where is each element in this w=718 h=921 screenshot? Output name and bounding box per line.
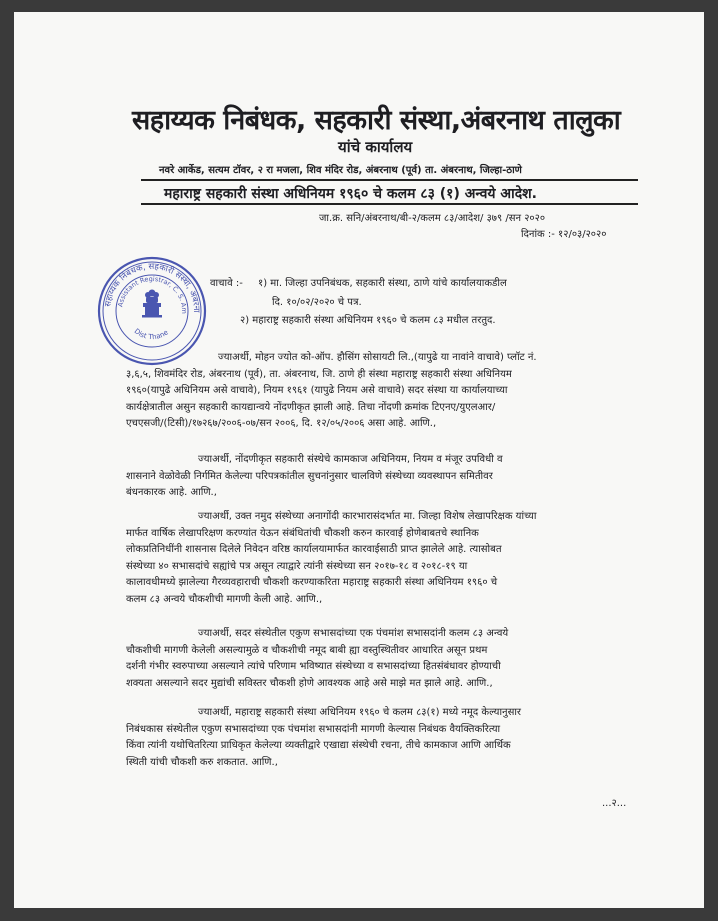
stamp-outer-text: सहाय्यक निबंधक, सहकारी संस्था, अंबरना <box>103 261 202 313</box>
paragraph-line: कालावधीमध्ये झालेल्या गैरव्यवहाराची चौकशी करण्याकरिता महाराष्ट्र सहकारी संस्था अधिनियम १९६० चे <box>126 577 498 588</box>
order-date: दिनांक :- १२/०३/२०२० <box>521 229 607 240</box>
paragraph-legal-basis <box>126 705 654 771</box>
paragraph-line: लोकप्रतिनिधींनी शासनास दिलेले निवेदन वरिष्ठ कार्यालयामार्फत कारवाईसाठी प्राप्त झालेले आहे. त्यासोबत <box>126 544 502 555</box>
reading-item: १) मा. जिल्हा उपनिबंधक, सहकारी संस्था, ठाणे यांचे कार्यालयाकडील <box>258 278 507 289</box>
reading-label: वाचावे :- <box>210 278 243 289</box>
paragraph-obligation <box>126 452 654 502</box>
divider-bottom <box>141 203 638 205</box>
paragraph-line: ३,६,५, शिवमंदिर रोड, अंबरनाथ (पूर्व), ता. अंबरनाथ, जि. ठाणे ही संस्था महाराष्ट्र सहकारी संस्था अधिनियम <box>126 368 512 380</box>
stamp-inner-text: Assistant Registrar, C. S. Am <box>116 274 189 314</box>
divider-top <box>141 179 638 181</box>
paragraph-line: १९६०(यापुढे अधिनियम असे वाचावे), नियम १९६१ (यापुढे नियम असे वाचावे) सदर संस्था या कार्यालयाच्या <box>126 385 508 396</box>
office-address: नवरे आर्केड, सत्यम टॉवर, २ रा मजला, शिव मंदिर रोड, अंबरनाथ (पूर्व) ता. अंबरनाथ, जिल्हा-ठाणे <box>159 165 522 176</box>
paragraph-line: एचएसजी/(टिसी)/१७२६७/२००६-०७/सन २००६, दि. १२/०५/२००६ असा आहे. आणि., <box>126 418 437 429</box>
paragraph-line: स्थिती यांची चौकशी करु शकतात. आणि., <box>126 756 278 768</box>
reading-item: दि. १०/०२/२०२० चे पत्र. <box>272 297 362 308</box>
paragraph-registration <box>126 350 654 433</box>
paragraph-line: कलम ८३ अन्वये चौकशीची मागणी केली आहे. आणि., <box>126 593 323 605</box>
paragraph-line: शासनाने वेळोवेळी निर्गमित केलेल्या परिपत्रकांतील सुचनांनुसार चालविणे संस्थेच्या व्यवस्थापन समितीवर <box>126 470 493 482</box>
document-page <box>14 12 704 908</box>
paragraph-line: कार्यक्षेत्रातील असुन सहकारी कायद्यान्वये नोंदणीकृत झाली आहे. तिचा नोंदणी क्रमांक टिएनए/युएलआर/ <box>126 401 496 413</box>
paragraph-line: ज्याअर्थी, नोंदणीकृत सहकारी संस्थेचे कामकाज अधिनियम, नियम व मंजूर उपविधी व <box>198 454 503 465</box>
order-heading: महाराष्ट्र सहकारी संस्था अधिनियम १९६० चे कलम ८३ (१) अन्वये आदेश. <box>164 186 537 202</box>
reference-number: जा.क्र. सनि/अंबरनाथ/बी-२/कलम ८३/आदेश/ ३७९ /सन २०२० <box>319 213 546 224</box>
stamp-bottom-text: Dist Thane <box>132 327 170 342</box>
paragraph-line: ज्याअर्थी, सदर संस्थेतील एकुण सभासदांच्या एक पंचमांश सभासदांनी कलम ८३ अन्वये <box>198 628 509 639</box>
paragraph-line: चौकशीची मागणी केलेली असल्यामुळे व चौकशीची नमूद बाबी ह्या वस्तुस्थितीवर आधारित असून प्रथम <box>126 644 488 656</box>
office-subtitle: यांचे कार्यालय <box>338 138 413 156</box>
paragraph-line: निबंधकास संस्थेतील एकुण सभासदांच्या एक पंचमांश सभासदांनी मागणी केल्यास निबंधक वैयक्तिकरित्या <box>126 723 501 735</box>
reading-item: २) महाराष्ट्र सहकारी संस्था अधिनियम १९६० चे कलम ८३ मधील तरतुद. <box>240 315 496 326</box>
paragraph-line: बंधनकारक आहे. आणि., <box>126 487 217 498</box>
paragraph-line: ज्याअर्थी, मोहन ज्योत को-ऑप. हौसिंग सोसायटी लि.,(यापुढे या नावांने वाचावे) प्लॉट नं. <box>218 352 537 363</box>
page-continuation: ...२... <box>602 798 627 809</box>
paragraph-line: ज्याअर्थी, उक्त नमुद संस्थेच्या अनागोंदी कारभारासंदर्भात मा. जिल्हा विशेष लेखापरिक्षक यांच्या <box>198 511 537 522</box>
svg-text:Dist Thane <box>133 327 170 341</box>
paragraph-complaint <box>126 509 654 608</box>
paragraph-line: ज्याअर्थी, महाराष्ट्र सहकारी संस्था अधिनियम १९६० चे कलम ८३(१) मध्ये नमूद केल्यानुसार <box>198 707 522 718</box>
paragraph-line: संस्थेच्या ४० सभासदांचे सह्यांचे पत्र असून त्याद्वारे त्यांनी संस्थेच्या सन २०१७-१८ व २०१८-१९ या <box>126 560 468 572</box>
emblem-icon <box>142 290 162 318</box>
paragraph-line: दर्शनी गंभीर स्वरुपाच्या असल्याने त्यांचे परिणाम भविष्यात संस्थेच्या व सभासदांच्या हितसंबंधावर होण्याची <box>126 661 501 672</box>
paragraph-inquiry-need <box>126 626 654 692</box>
paragraph-line: किंवा त्यांनी यथोचितरित्या प्राधिकृत केलेल्या व्यक्तीद्वारे एखाद्या संस्थेची रचना, तीचे कामकाज आणि आर्थिक <box>126 740 511 751</box>
office-title: सहाय्यक निबंधक, सहकारी संस्था,अंबरनाथ तालुका <box>132 105 621 136</box>
paragraph-line: मार्फत वार्षिक लेखापरिक्षण करण्यांत येऊन संबंधितांची चौकशी करुन कारवाई होणेबाबतचे स्थानिक <box>126 527 479 539</box>
paragraph-line: शक्यता असल्याने सदर मुद्यांची सविस्तर चौकशी होणे आवश्यक आहे असे माझे मत झाले आहे. आणि., <box>126 677 493 689</box>
